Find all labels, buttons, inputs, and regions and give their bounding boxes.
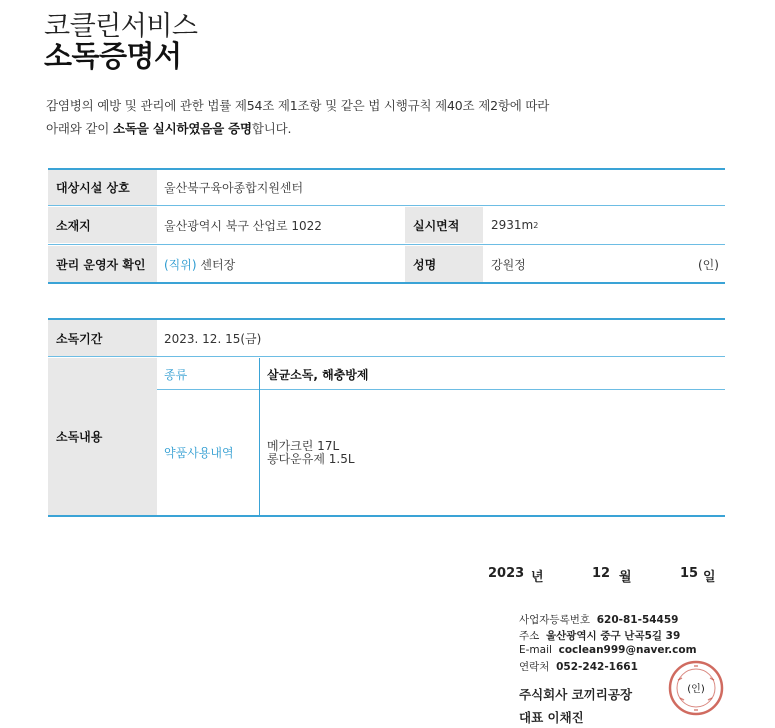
document-title: 소독증명서 bbox=[44, 39, 182, 73]
biz-number: 사업자등록번호 620-81-54459 bbox=[519, 614, 679, 626]
intro-line-2: 아래와 같이 소독을 실시하였음을 증명합니다. bbox=[46, 121, 292, 136]
seal-text: (인) bbox=[687, 684, 705, 695]
row-divider bbox=[48, 356, 725, 357]
company-email: E-mail coclean999@naver.com bbox=[519, 644, 697, 656]
company-name: 주식회사 코끼리공장 bbox=[519, 687, 633, 702]
row-divider bbox=[157, 389, 725, 390]
row-divider bbox=[48, 205, 725, 206]
type-label: 종류 bbox=[164, 367, 188, 382]
address-value: 울산광역시 북구 산업로 1022 bbox=[164, 218, 322, 233]
facility-name-label: 대상시설 상호 bbox=[48, 170, 157, 205]
type-value: 살균소독, 해충방제 bbox=[267, 367, 369, 382]
content-label: 소독내용 bbox=[48, 358, 157, 515]
chem-label: 약품사용내역 bbox=[164, 445, 234, 460]
company-title: 코클린서비스 bbox=[44, 11, 198, 42]
manager-label: 관리 운영자 확인 bbox=[48, 246, 157, 282]
facility-name-value: 울산북구육아종합지원센터 bbox=[164, 181, 304, 195]
period-value: 2023. 12. 15(금) bbox=[164, 331, 262, 346]
name-label: 성명 bbox=[405, 246, 483, 282]
chem-value: 메가크린 17L 롱다운유제 1.5L bbox=[267, 439, 355, 466]
date-day-unit: 일 bbox=[703, 570, 716, 585]
period-label: 소독기간 bbox=[48, 320, 157, 356]
date-year: 2023 bbox=[488, 566, 525, 581]
area-value: 2931m 2 bbox=[491, 218, 539, 232]
intro-line-1: 감염병의 예방 및 관리에 관한 법률 제54조 제1조항 및 같은 법 시행규칙 제40조 제2항에 따라 bbox=[46, 98, 550, 113]
ceo-name: 대표 이채진 bbox=[519, 710, 584, 725]
manager-value: (직위) 센터장 bbox=[164, 257, 236, 272]
company-seal-icon bbox=[668, 660, 724, 716]
area-label: 실시면적 bbox=[405, 207, 483, 243]
column-divider bbox=[259, 358, 260, 515]
date-year-unit: 년 bbox=[531, 570, 544, 585]
row-divider bbox=[48, 244, 725, 245]
intro-text bbox=[46, 94, 549, 140]
address-label: 소재지 bbox=[48, 207, 157, 243]
table-border bbox=[48, 282, 725, 284]
date-day: 15 bbox=[680, 566, 699, 581]
table-border bbox=[48, 515, 725, 517]
name-value: 강원정 bbox=[491, 257, 526, 272]
company-phone: 연락처 052-242-1661 bbox=[519, 661, 638, 673]
date-month-unit: 월 bbox=[619, 570, 632, 585]
seal-mark: (인) bbox=[698, 257, 719, 272]
date-month: 12 bbox=[592, 566, 611, 581]
company-address: 주소 울산광역시 중구 난곡5길 39 bbox=[519, 630, 681, 642]
